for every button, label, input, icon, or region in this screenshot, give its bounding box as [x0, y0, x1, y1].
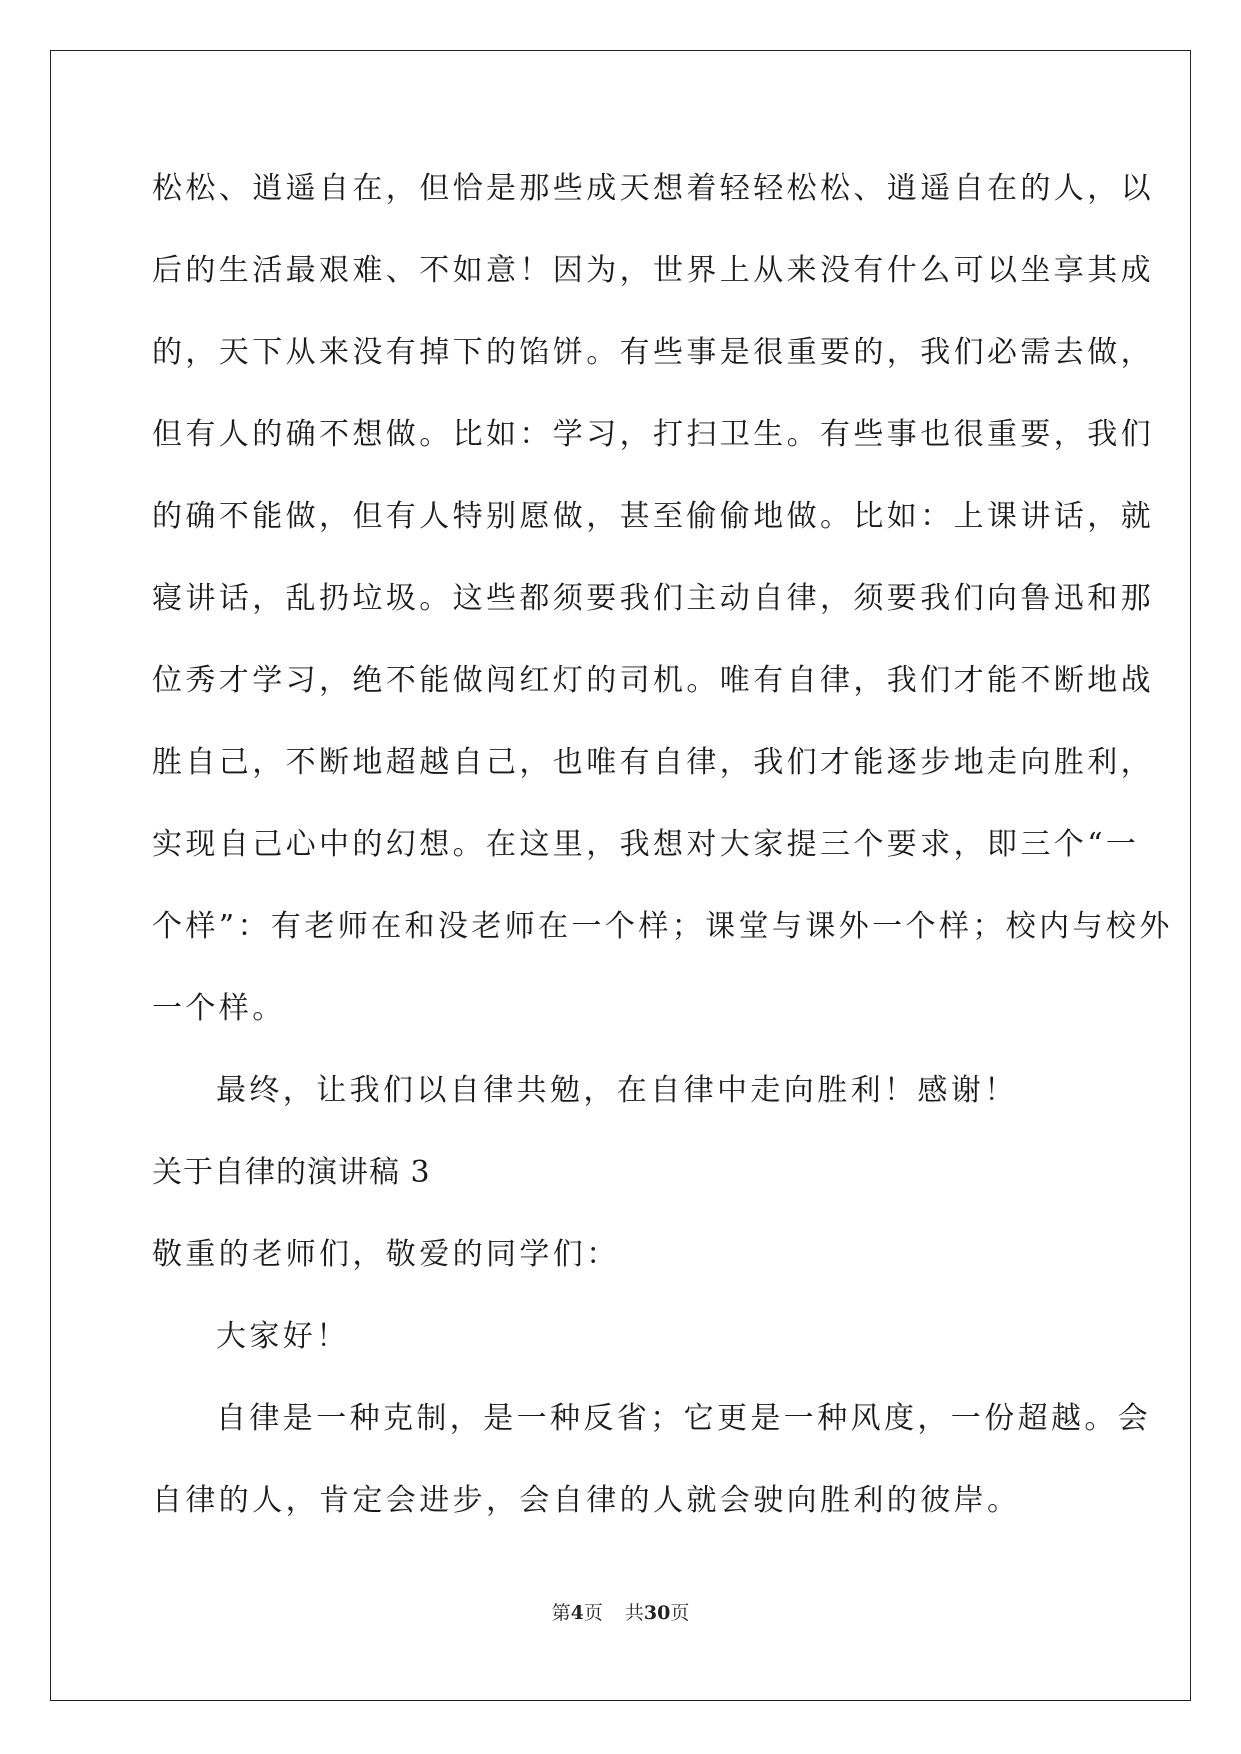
body-line: 后的生活最艰难、不如意！因为，世界上从来没有什么可以坐享其成 — [152, 253, 1154, 288]
body-line: 个样”：有老师在和没老师在一个样；课堂与课外一个样；校内与校外 — [152, 909, 1173, 944]
body-line: 的确不能做，但有人特别愿做，甚至偷偷地做。比如：上课讲话，就 — [152, 499, 1154, 534]
closing-line: 最终，让我们以自律共勉，在自律中走向胜利！感谢！ — [216, 1073, 1018, 1108]
body-line: 自律的人，肯定会进步，会自律的人就会驶向胜利的彼岸。 — [152, 1483, 1021, 1518]
current-page-number: 4 — [570, 1602, 584, 1624]
body-line: 胜自己，不断地超越自己，也唯有自律，我们才能逐步地走向胜利， — [152, 745, 1154, 780]
body-line: 寝讲话，乱扔垃圾。这些都须要我们主动自律，须要我们向鲁迅和那 — [152, 581, 1154, 616]
page-suffix: 页 — [583, 1602, 603, 1624]
document-body — [152, 160, 1173, 1554]
page-footer — [0, 1598, 1241, 1625]
page-prefix: 第 — [551, 1602, 571, 1624]
body-line: 松松、逍遥自在，但恰是那些成天想着轻轻松松、逍遥自在的人，以 — [152, 171, 1154, 206]
body-line: 位秀才学习，绝不能做闯红灯的司机。唯有自律，我们才能不断地战 — [152, 663, 1154, 698]
body-line: 的，天下从来没有掉下的馅饼。有些事是很重要的，我们必需去做， — [152, 335, 1154, 370]
section-title: 关于自律的演讲稿 3 — [152, 1155, 431, 1190]
total-pages-number: 30 — [643, 1602, 671, 1624]
body-line: 一个样。 — [152, 991, 286, 1026]
body-line: 自律是一种克制，是一种反省；它更是一种风度，一份超越。会 — [216, 1401, 1152, 1436]
body-line: 但有人的确不想做。比如：学习，打扫卫生。有些事也很重要，我们 — [152, 417, 1154, 452]
greeting: 大家好！ — [216, 1319, 350, 1354]
total-prefix: 共 — [624, 1602, 644, 1624]
body-line: 实现自己心中的幻想。在这里，我想对大家提三个要求，即三个“一 — [152, 827, 1140, 862]
salutation: 敬重的老师们，敬爱的同学们： — [152, 1237, 620, 1272]
total-suffix: 页 — [670, 1602, 690, 1624]
